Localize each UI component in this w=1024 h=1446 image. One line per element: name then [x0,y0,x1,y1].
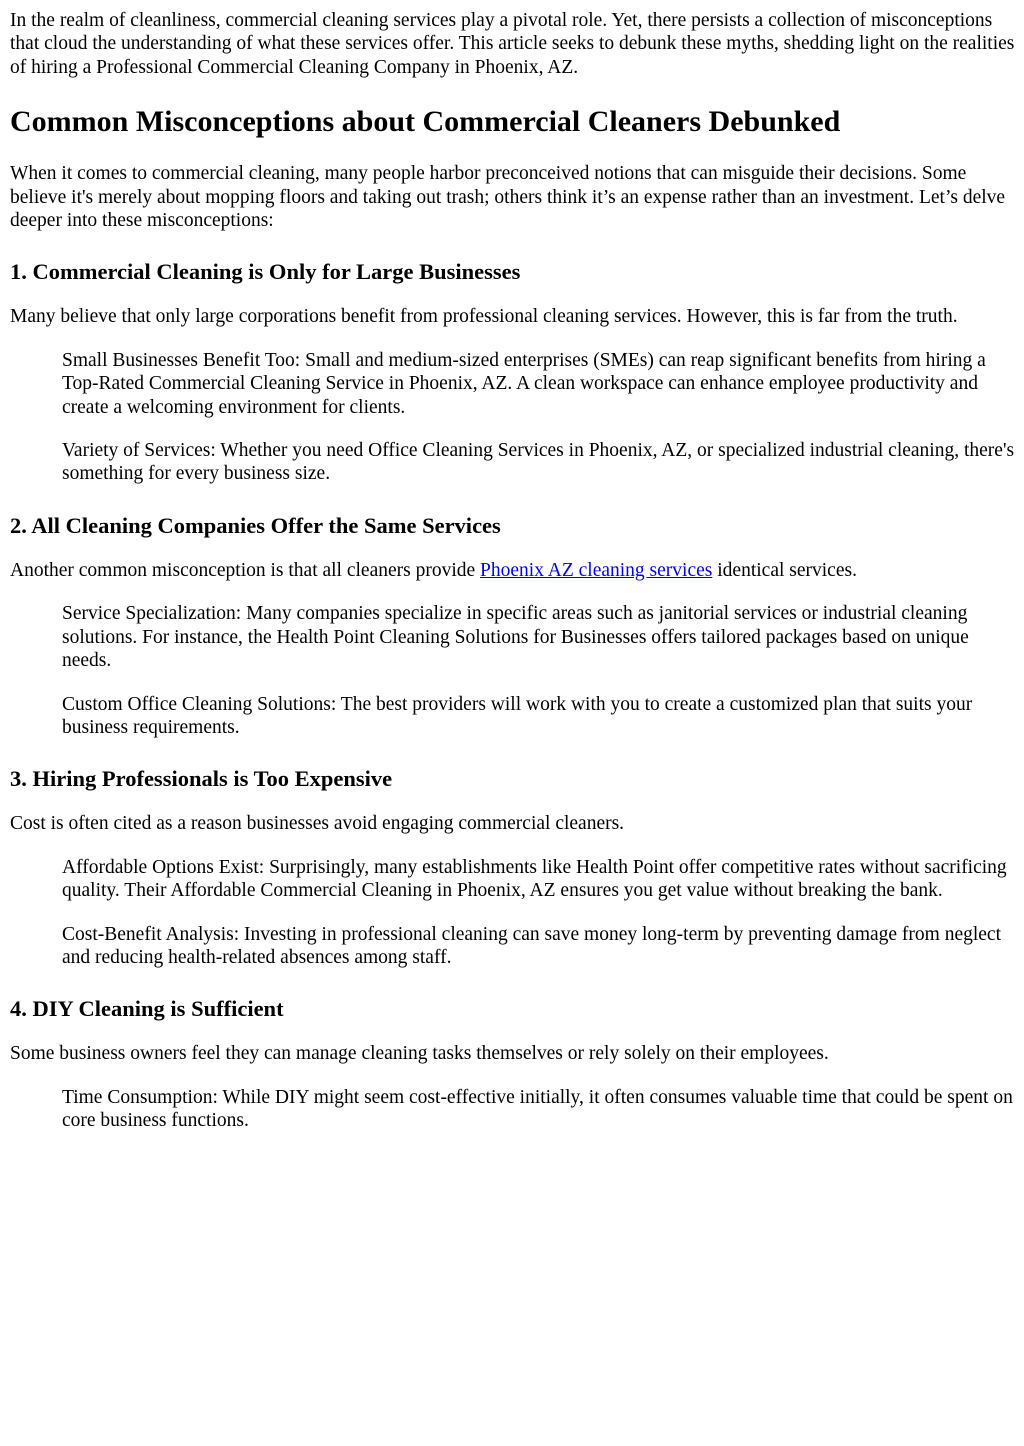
section-heading-too-expensive: 3. Hiring Professionals is Too Expensive [10,766,393,792]
intro-paragraph: In the realm of cleanliness, commercial cleaning services play a pivotal role. Yet, there persists a collection of misconceptions that cloud the understanding of what these services offer. This article seeks to debunk these myths, shedding light on the realities of hiring a Professional Commercial Cleaning Company in Phoenix, AZ. [10,10,1015,78]
phoenix-cleaning-link[interactable]: Phoenix AZ cleaning services [480,559,713,581]
blockquote-point: Service Specialization: Many companies specialize in specific areas such as janitorial services or industrial cleaning solutions. For instance, the Health Point Cleaning Solutions for Businesses offers tailored packages based on unique needs. [62,603,969,672]
section-heading-diy: 4. DIY Cleaning is Sufficient [10,996,284,1022]
blockquote-point: Small Businesses Benefit Too: Small and medium-sized enterprises (SMEs) can reap significant benefits from hiring a Top-Rated Commercial Cleaning Service in Phoenix, AZ. A clean workspace can enhance employee productivity and create a welcoming environment for clients. [62,349,986,418]
blockquote-point: Variety of Services: Whether you need Office Cleaning Services in Phoenix, AZ, or specialized industrial cleaning, there's something for every business size. [62,440,1015,485]
page-title: Common Misconceptions about Commercial Cleaners Debunked [10,105,841,139]
blockquote-point: Affordable Options Exist: Surprisingly, many establishments like Health Point offer competitive rates without sacrificing quality. Their Affordable Commercial Cleaning in Phoenix, AZ ensures you get value without breaking the bank. [62,856,1007,902]
section-paragraph: Some business owners feel they can manage cleaning tasks themselves or rely solely on their employees. [10,1043,829,1065]
section-paragraph [10,559,1020,582]
section-paragraph: Many believe that only large corporations benefit from professional cleaning services. However, this is far from the truth. [10,306,958,328]
paragraph-text: Another common misconception is that all cleaners provide [10,559,481,581]
section-paragraph: Cost is often cited as a reason businesses avoid engaging commercial cleaners. [10,813,625,835]
paragraph-text: identical services. [712,559,857,581]
lead-paragraph: When it comes to commercial cleaning, many people harbor preconceived notions that can misguide their decisions. Some believe it's merely about mopping floors and taking out trash; others think it’s an expense rather than an investment. Let’s delve deeper into these misconceptions: [10,163,1006,232]
blockquote-point: Custom Office Cleaning Solutions: The best providers will work with you to create a customized plan that suits your business requirements. [62,693,973,738]
blockquote-point: Time Consumption: While DIY might seem cost-effective initially, it often consumes valuable time that could be spent on core business functions. [62,1086,1013,1132]
section-heading-large-businesses: 1. Commercial Cleaning is Only for Large Businesses [10,259,521,285]
section-heading-same-services: 2. All Cleaning Companies Offer the Same Services [10,512,501,538]
blockquote-point: Cost-Benefit Analysis: Investing in professional cleaning can save money long-term by preventing damage from neglect and reducing health-related absences among staff. [62,923,1001,968]
